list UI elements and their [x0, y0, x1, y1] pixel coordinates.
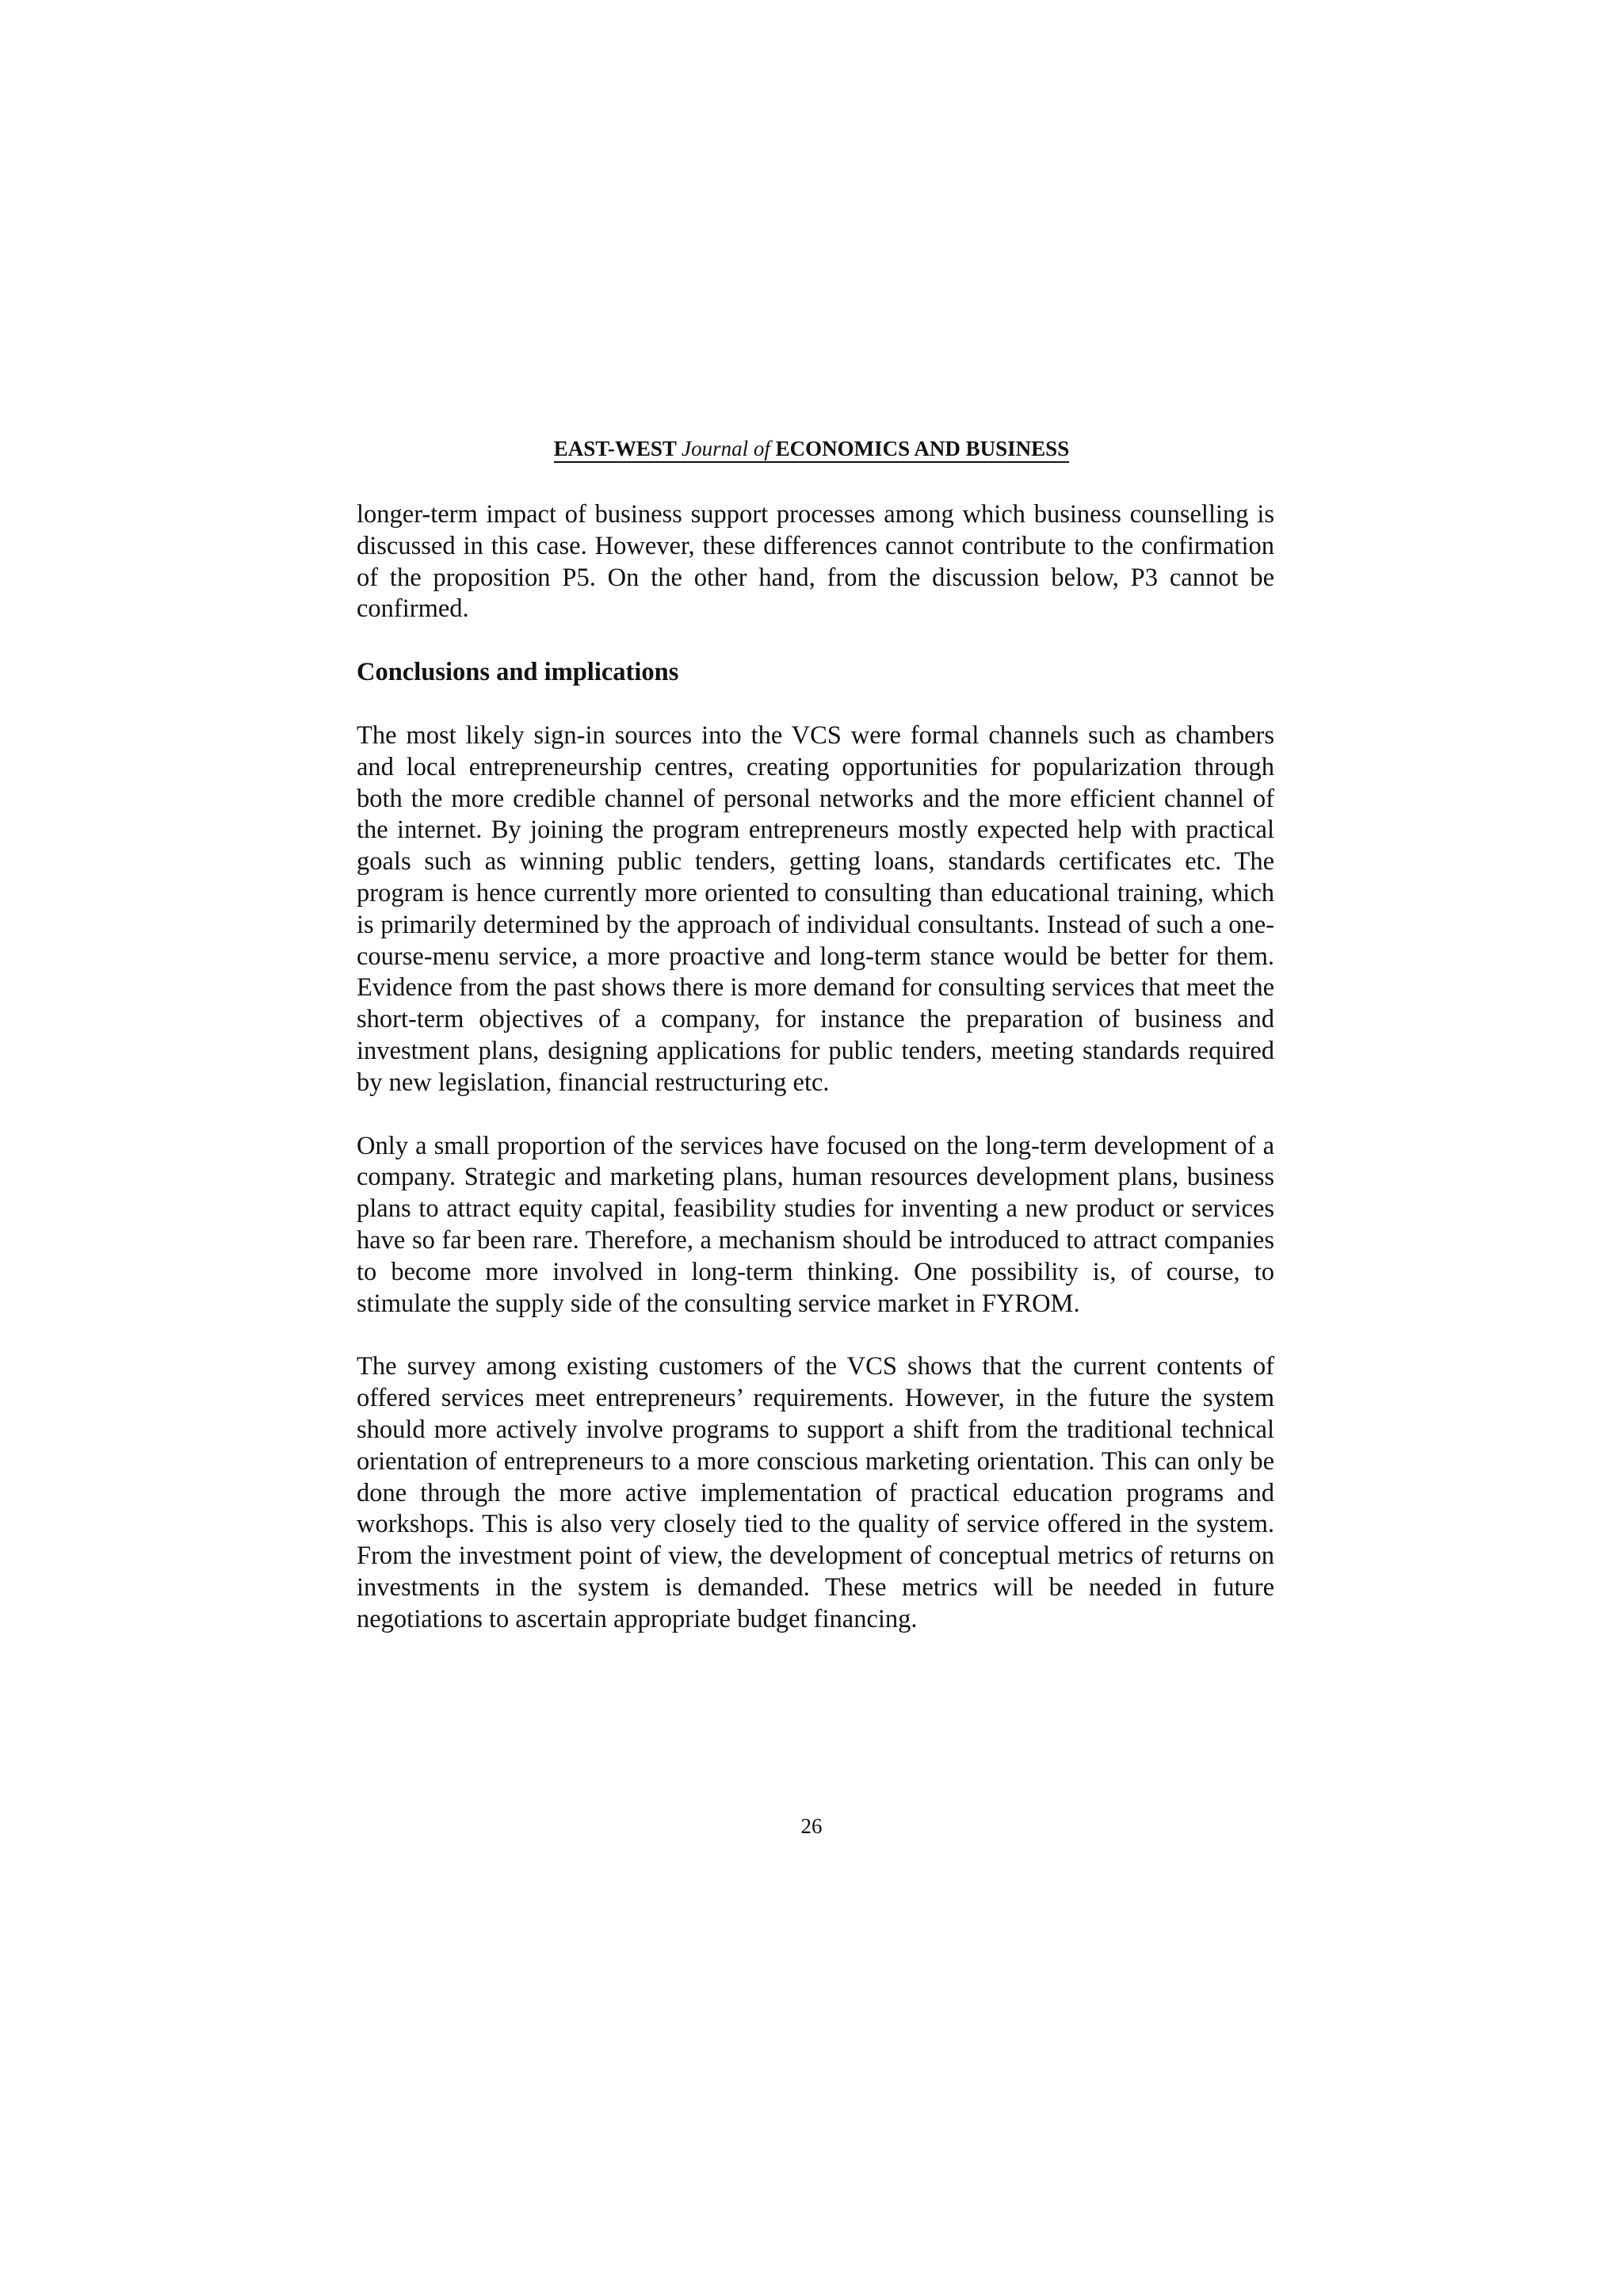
paragraph-continued: longer-term impact of business support processes among which business counselling is discussed in this case. However, these differences cannot contribute to the confirmation of the proposition P5. On the other hand, from the discussion below, P3 cannot be confirmed. [357, 500, 1274, 624]
journal-title-part-2: Journal of [682, 437, 770, 460]
journal-title [554, 437, 1069, 463]
paragraph-3: The survey among existing customers of the VCS shows that the current contents of offered services meet entrepreneurs’ requirements. However, in the future the system should more actively involve programs to support a shift from the traditional technical orientation of entrepreneurs to a more conscious marketing orientation. This can only be done through the more active implementation of practical education programs and workshops. This is also very closely tied to the quality of service offered in the system. From the investment point of view, the development of conceptual metrics of returns on investments in the system is demanded. These metrics will be needed in future negotiations to ascertain appropriate budget financing. [357, 1352, 1274, 1633]
paragraph-2: Only a small proportion of the services have focused on the long-term development of a company. Strategic and marketing plans, human resources development plans, business plans to attract equity capital, feasibility studies for inventing a new product or services have so far been rare. Therefore, a mechanism should be introduced to attract companies to become more involved in long-term thinking. One possibility is, of course, to stimulate the supply side of the consulting service market in FYROM. [357, 1131, 1274, 1318]
paragraph-1: The most likely sign-in sources into the VCS were formal channels such as chambers and local entrepreneurship centres, creating opportunities for popularization through both the more credible channel of personal networks and the more efficient channel of the internet. By joining the program entrepreneurs mostly expected help with practical goals such as winning public tenders, getting loans, standards certificates etc. The program is hence currently more oriented to consulting than educational training, which is primarily determined by the approach of individual consultants. Instead of such a one-course-menu service, a more proactive and long-term stance would be better for them. Evidence from the past shows there is more demand for consulting services that meet the short-term objectives of a company, for instance the preparation of business and investment plans, designing applications for public tenders, meeting standards required by new legislation, financial restructuring etc. [357, 720, 1274, 1097]
section-heading: Conclusions and implications [357, 658, 679, 687]
page-body [357, 499, 1274, 1636]
running-header [0, 434, 1623, 463]
journal-title-part-3: ECONOMICS AND BUSINESS [769, 437, 1070, 460]
page-number: 26 [800, 1814, 823, 1838]
journal-title-part-1: EAST-WEST [553, 437, 682, 460]
